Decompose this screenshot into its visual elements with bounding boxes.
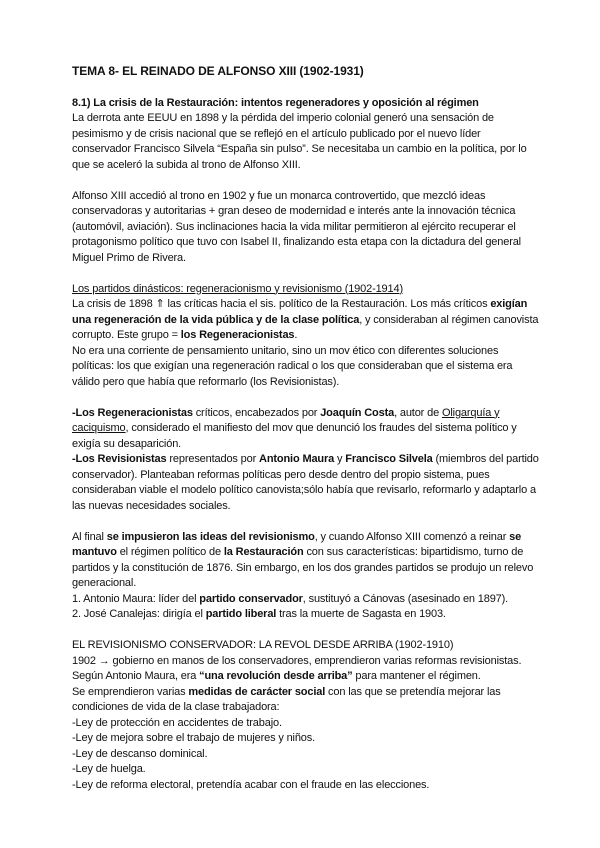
section-1-heading: 8.1) La crisis de la Restauración: intentos regeneradores y oposición al régimen <box>72 96 479 109</box>
section-1-paragraph-1: La derrota ante EEUU en 1898 y la pérdida del imperio colonial generó una sensación de pesimismo y de crisis nacional que se reflejó en el artículo publicado por el nuevo líder conservador Francisco Silvela “España sin pulso”. Se necesitaba un cambio en la política, por lo que se aceleró la subida al trono de Alfonso XIII. <box>72 112 527 171</box>
list-item-canalejas: 2. José Canalejas: dirigía el partido liberal tras la muerte de Sagasta en 1903. <box>72 608 446 620</box>
law-item: -Ley de huelga. <box>72 763 146 775</box>
law-item: -Ley de descanso dominical. <box>72 747 208 760</box>
section-2-paragraph-1: La crisis de 1898 ⇑ las críticas hacia el sis. político de la Restauración. Los más críticos exigían una regeneración de la vida pública y de la clase política, y consideraban al régimen canovista corrupto. Este grupo = los Regeneracionistas. <box>72 298 539 341</box>
revisionistas-paragraph: -Los Revisionistas representados por Antonio Maura y Francisco Silvela (miembros del partido conservador). Planteaban reformas políticas pero desde dentro del propio sistema, pues consideraban viable el modelo político canovista;sólo había que revisarlo, reformarlo y adaptarlo a las nuevas necesidades sociales. <box>72 453 539 512</box>
section-2-heading: Los partidos dinásticos: regeneracionismo y revisionismo (1902-1914) <box>72 282 403 295</box>
law-item: -Ley de mejora sobre el trabajo de mujeres y niños. <box>72 732 316 744</box>
law-item: -Ley de protección en accidentes de trabajo. <box>72 716 282 729</box>
section-3-paragraph-1: 1902 → gobierno en manos de los conservadores, emprendieron varias reformas revisionistas. Según Antonio Maura, era “una revolución desde arriba” para mantener el régimen. <box>72 654 522 682</box>
law-item: -Ley de reforma electoral, pretendía acabar con el fraude en las elecciones. <box>72 778 430 791</box>
final-paragraph: Al final se impusieron las ideas del revisionismo, y cuando Alfonso XIII comenzó a reinar se mantuvo el régimen político de la Restauración con sus características: bipartidismo, turno de partidos y la constitución de 1876. Sin embargo, en los dos grandes partidos se produjo un relevo generacional. <box>72 530 534 589</box>
section-3-heading: EL REVISIONISMO CONSERVADOR: LA REVOL DESDE ARRIBA (1902-1910) <box>72 639 454 651</box>
section-3-paragraph-2: Se emprendieron varias medidas de carácter social con las que se pretendía mejorar las condiciones de vida de la clase trabajadora: <box>72 685 501 713</box>
section-2-paragraph-2: No era una corriente de pensamiento unitario, sino un mov ético con diferentes soluciones políticas: los que exigían una regeneración radical o los que consideraban que el sistema era válido pero que había que reformarlo (los Revisionistas). <box>72 344 513 388</box>
page-title: TEMA 8- EL REINADO DE ALFONSO XIII (1902-1931) <box>72 64 364 78</box>
document-page <box>72 64 542 793</box>
list-item-maura: 1. Antonio Maura: líder del partido conservador, sustituyó a Cánovas (asesinado en 1897). <box>72 592 509 605</box>
regeneracionistas-paragraph: -Los Regeneracionistas críticos, encabezados por Joaquín Costa, autor de Oligarquía y caciquismo, considerado el manifiesto del mov que denunció los fraudes del sistema político y exigía su desaparición. <box>72 406 517 450</box>
section-1-paragraph-2: Alfonso XIII accedió al trono en 1902 y fue un monarca controvertido, que mezcló ideas conservadoras y autoritarias + gran deseo de modernidad e interés ante la innovación técnica (automóvil, aviación). Sus inclinaciones hacia la vida militar permitieron al ejército recuperar el protagonismo político que tuvo con Isabel II, finalizando esta etapa con la dictadura del general Miguel Primo de Rivera. <box>72 189 521 264</box>
